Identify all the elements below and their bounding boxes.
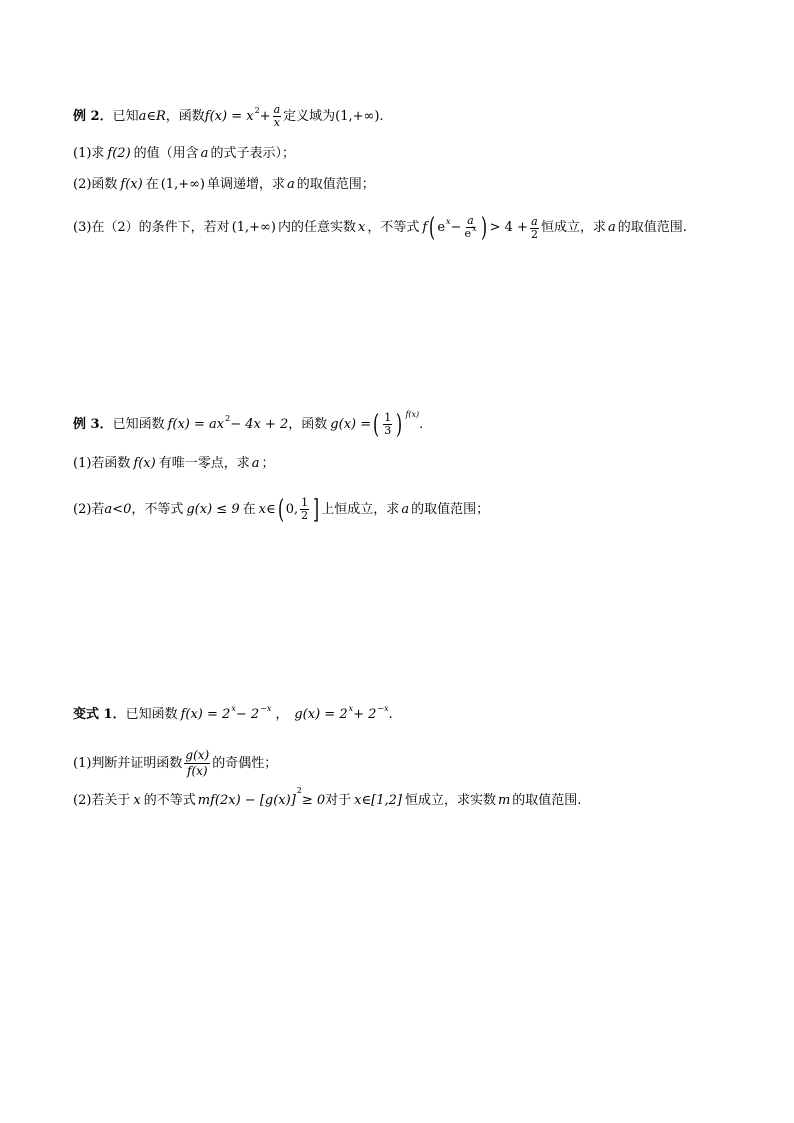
text: 定义域为 — [283, 108, 336, 124]
text: 的取值范围； — [411, 501, 490, 517]
text: (2)函数 — [73, 177, 118, 192]
math-inequality: g(x) ≤ 9 — [186, 501, 240, 517]
fraction-1-over-2 — [300, 497, 309, 522]
denominator: 2 — [301, 509, 309, 522]
right-bracket: ] — [313, 494, 320, 525]
left-paren: ( — [373, 409, 380, 440]
math-a-in-R: a∈R — [138, 108, 166, 124]
math-f-def: f(x) = 2 — [180, 707, 231, 722]
right-paren: ) — [396, 409, 403, 440]
text: 的取值范围. — [512, 793, 582, 808]
fraction-a-over-ex — [463, 215, 477, 241]
text: (1)若函数 — [73, 456, 131, 471]
numerator: a — [273, 103, 281, 116]
math-var: a — [251, 456, 260, 471]
variant-1-heading: 变式 1． — [73, 707, 126, 722]
math-op: − — [450, 220, 462, 235]
text: . — [419, 416, 424, 432]
math-f-mid: − 2 — [235, 707, 260, 722]
example-2-statement — [73, 104, 384, 129]
math-g-def: g(x) = — [330, 416, 372, 432]
text: 的取值范围. — [617, 220, 687, 235]
math-interval-start: 0, — [285, 501, 299, 517]
text: (2)若 — [73, 501, 105, 517]
example-3-heading: 例 3． — [73, 416, 113, 432]
denominator: 2 — [530, 227, 538, 241]
text: 在 — [242, 501, 256, 517]
text: 内的任意实数 — [277, 220, 356, 235]
example-2-question-3 — [73, 215, 687, 241]
text: ， — [275, 707, 289, 722]
math-e: e — [437, 220, 446, 235]
math-fx: f(x) — [133, 456, 156, 471]
superscript: 2 — [254, 105, 260, 115]
text: (1)判断并证明函数 — [73, 755, 183, 771]
denominator: f(x) — [187, 764, 208, 778]
text: ，函数 — [288, 416, 328, 432]
numerator: 1 — [384, 411, 392, 424]
text: 的不等式 — [143, 793, 196, 808]
variant-1-question-1 — [73, 748, 277, 779]
example-2-heading: 例 2． — [73, 108, 113, 124]
text: ，不等式 — [367, 220, 420, 235]
math-var: x — [357, 220, 366, 235]
superscript: x — [231, 704, 236, 713]
math-var: a — [200, 146, 209, 161]
math-f-def: f(x) = x — [204, 108, 254, 124]
denominator: e — [464, 227, 471, 240]
left-paren: ( — [429, 213, 436, 243]
example-3-question-1 — [73, 454, 275, 474]
math-var: x — [133, 793, 141, 808]
math-interval: (1,+∞) — [160, 177, 206, 192]
text: 上恒成立，求 — [321, 501, 400, 517]
math-f-def: f(x) = ax — [167, 416, 225, 432]
superscript: x — [348, 704, 354, 713]
text: 的值（用含 — [133, 146, 199, 161]
denominator: 3 — [384, 424, 392, 437]
math-g-mid: + 2 — [353, 707, 377, 722]
superscript: x — [446, 217, 451, 226]
math-var: a — [401, 501, 410, 517]
text: 对于 — [325, 793, 352, 808]
superscript: −x — [377, 704, 389, 713]
math-fx: f(x) — [120, 177, 143, 192]
text: 恒成立，求 — [540, 220, 606, 235]
left-paren: ( — [277, 494, 284, 525]
math-inequality-rhs: ≥ 0 — [301, 793, 326, 808]
text: 已知函数 — [125, 707, 178, 722]
text: ； — [261, 456, 275, 471]
example-2-question-2 — [73, 175, 375, 195]
numerator: a — [531, 214, 538, 228]
numerator: 1 — [301, 496, 309, 509]
superscript: x — [471, 224, 477, 233]
example-3-statement — [73, 409, 424, 440]
text: 的式子表示）； — [210, 146, 295, 161]
text: (3)在（2）的条件下，若对 — [73, 220, 230, 235]
example-3-question-2 — [73, 494, 490, 525]
text: 有唯一零点，求 — [158, 456, 250, 471]
math-var: a — [607, 220, 616, 235]
text: ，不等式 — [131, 501, 184, 517]
text: . — [388, 707, 393, 722]
text: 的奇偶性； — [212, 755, 278, 771]
math-interval: (1,+∞) — [231, 220, 276, 235]
example-2-question-1 — [73, 144, 295, 164]
math-f2: f(2) — [107, 146, 131, 161]
math-inequality: mf(2x) − [g(x)] — [197, 793, 296, 808]
numerator: a — [467, 214, 474, 227]
math-op: > 4 + — [489, 220, 528, 235]
text: 的取值范围； — [296, 177, 375, 192]
right-paren: ) — [481, 213, 488, 243]
text: 已知函数 — [112, 416, 165, 432]
math-var: a — [287, 177, 295, 192]
fraction-1-over-3 — [383, 412, 392, 437]
fraction-g-over-f — [184, 748, 210, 779]
text: ，函数 — [165, 108, 205, 124]
text: 恒成立，求实数 — [404, 793, 496, 808]
denominator: x — [273, 116, 280, 129]
superscript: −x — [260, 704, 272, 713]
math-f-rest: − 4x + 2 — [230, 416, 289, 432]
numerator: g(x) — [185, 748, 210, 762]
superscript: 2 — [296, 786, 302, 795]
text: (1)求 — [73, 146, 105, 161]
math-domain: (1,+∞). — [335, 108, 384, 124]
exponent: f(x) — [405, 409, 420, 419]
text: 已知 — [112, 108, 139, 124]
fraction-a-over-x — [273, 104, 282, 129]
math-var: x∈ — [258, 501, 276, 517]
fraction-a-over-2 — [530, 216, 539, 241]
math-op: + — [259, 108, 271, 124]
math-g-def: g(x) = 2 — [294, 707, 348, 722]
variant-1-statement — [73, 705, 393, 725]
variant-1-question-2 — [73, 786, 582, 811]
text: (2)若关于 — [73, 793, 131, 808]
superscript: 2 — [225, 413, 231, 423]
text: 单调递增，求 — [207, 177, 286, 192]
math-domain: x∈[1,2] — [354, 793, 402, 808]
math-var: m — [497, 793, 511, 808]
math-condition: a<0 — [104, 501, 132, 517]
math-f: f — [422, 220, 428, 235]
text: 在 — [145, 177, 159, 192]
